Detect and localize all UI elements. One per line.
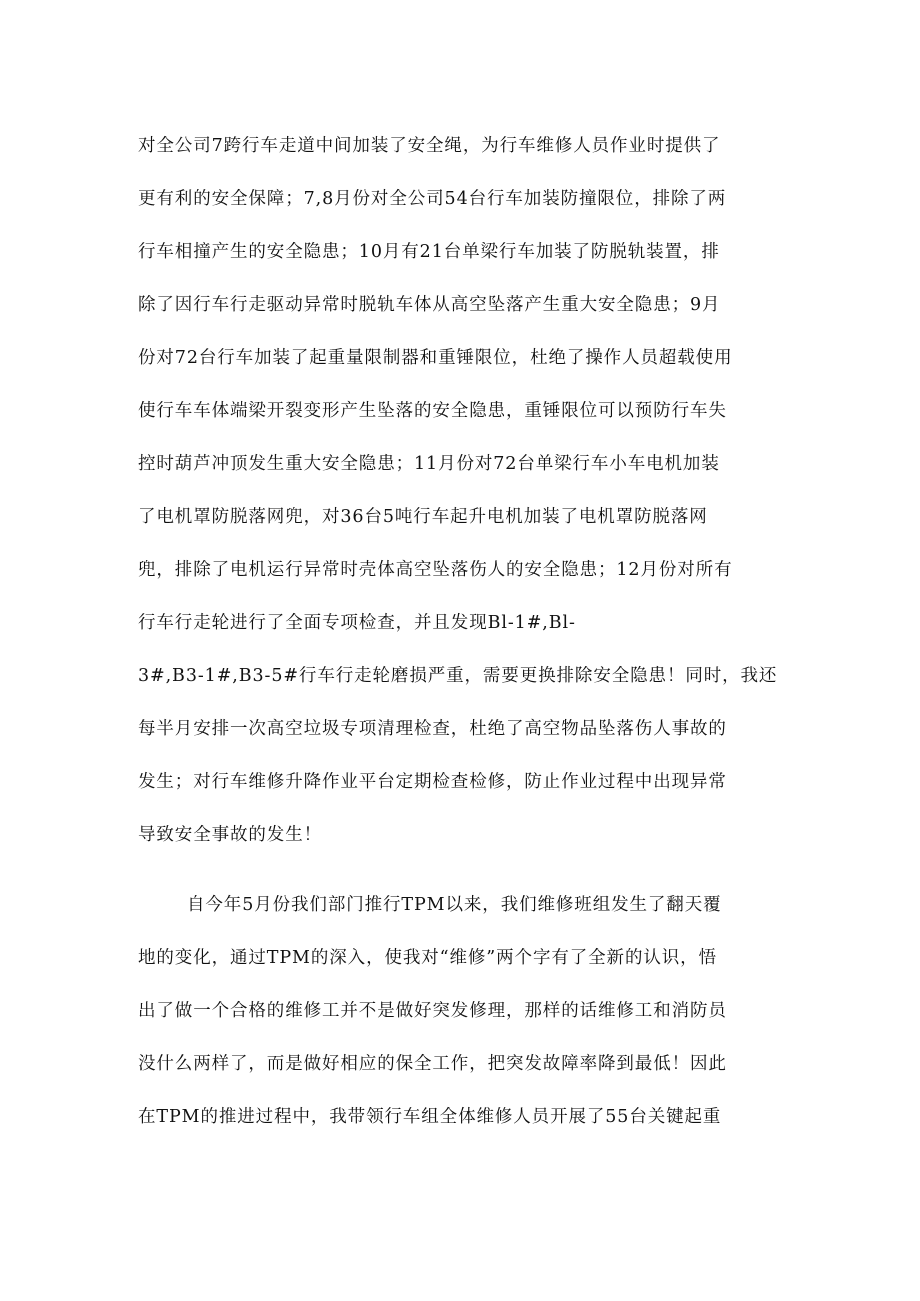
text-line: 控时葫芦冲顶发生重大安全隐患；11月份对72台单梁行车小车电机加装: [138, 454, 720, 474]
paragraph-spacer: [138, 862, 798, 879]
document-body: [138, 120, 798, 1144]
text-line: 导致安全事故的发生！: [138, 825, 322, 845]
text-line: 除了因行车行走驱动异常时脱轨车体从高空坠落产生重大安全隐患；9月: [138, 295, 721, 315]
text-line: 使行车车体端梁开裂变形产生坠落的安全隐患，重锤限位可以预防行车失: [138, 401, 727, 421]
text-line: 出了做一个合格的维修工并不是做好突发修理，那样的话维修工和消防员: [138, 1001, 727, 1021]
text-line: 份对72台行车加装了起重量限制器和重锤限位，杜绝了操作人员超载使用: [138, 348, 733, 368]
text-line: 行车相撞产生的安全隐患；10月有21台单梁行车加装了防脱轨装置，排: [138, 242, 720, 262]
text-line: 更有利的安全保障；7,8月份对全公司54台行车加装防撞限位，排除了两: [138, 189, 727, 209]
text-line: 在TPM的推进过程中，我带领行车组全体维修人员开展了55台关键起重: [138, 1107, 722, 1127]
text-line: 了电机罩防脱落网兜，对36台5吨行车起升电机加装了电机罩防脱落网: [138, 507, 708, 527]
text-line: 没什么两样了，而是做好相应的保全工作，把突发故障率降到最低！因此: [138, 1054, 727, 1074]
text-line: 自今年5月份我们部门推行TPM以来，我们维修班组发生了翻天覆: [187, 895, 722, 915]
text-line: 3#,B3-1#,B3-5#行车行走轮磨损严重，需要更换排除安全隐患！同时，我还: [138, 666, 778, 686]
text-line: 行车行走轮进行了全面专项检查，并且发现Bl-1#,Bl-: [138, 613, 576, 633]
text-line: 对全公司7跨行车走道中间加装了安全绳，为行车维修人员作业时提供了: [138, 136, 721, 156]
paragraph-1: [138, 120, 798, 862]
text-line: 发生；对行车维修升降作业平台定期检查检修，防止作业过程中出现异常: [138, 772, 727, 792]
text-line: 每半月安排一次高空垃圾专项清理检查，杜绝了高空物品坠落伤人事故的: [138, 719, 727, 739]
text-line: 兜，排除了电机运行异常时壳体高空坠落伤人的安全隐患；12月份对所有: [138, 560, 733, 580]
text-line: 地的变化，通过TPM的深入，使我对“维修”两个字有了全新的认识，悟: [138, 948, 717, 968]
paragraph-2: [138, 879, 798, 1144]
